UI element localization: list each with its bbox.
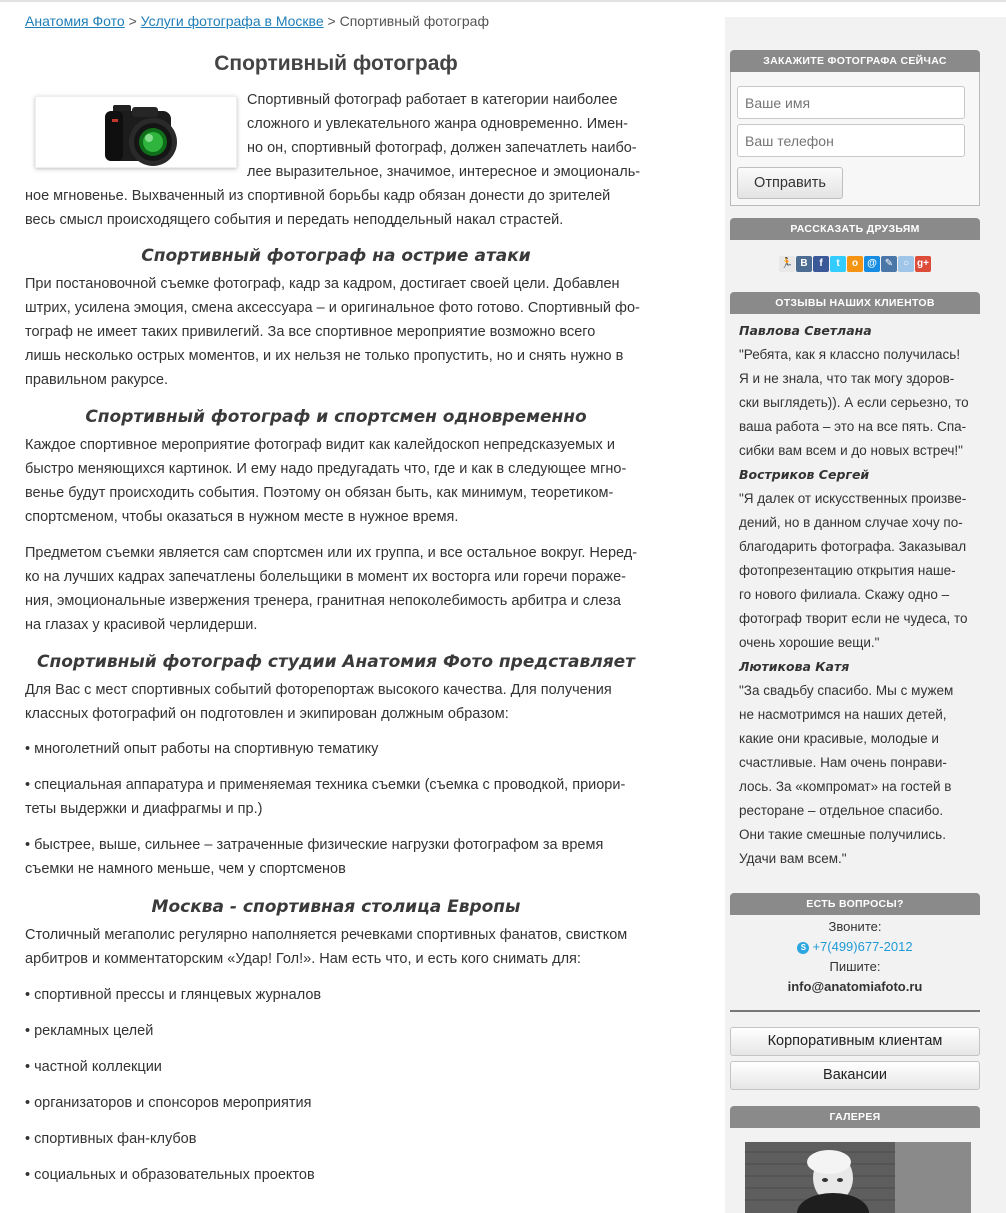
text-line: дений, но в данном случае хочу по- (739, 515, 963, 530)
text-line: арбитров и комментаторским «Удар! Гол!». Нам есть что, и есть кого снимать для: (25, 951, 581, 967)
section-attack (25, 244, 647, 392)
text-line: • спортивных фан-клубов (25, 1131, 197, 1147)
list-item (25, 983, 647, 1007)
text-line: съемки не намного меньше, чем у спортсменов (25, 861, 346, 877)
reviews-list (739, 319, 979, 871)
livejournal-icon[interactable]: ✎ (881, 256, 897, 272)
text-line: не насмотримся на наших детей, (739, 707, 947, 722)
review-item (739, 655, 979, 871)
section-heading: Спортивный фотограф на острие атаки (141, 246, 531, 266)
list-item (25, 1091, 647, 1115)
gallery-photo (745, 1142, 971, 1213)
section-studio (25, 650, 647, 893)
list-item (25, 1019, 647, 1043)
text-line: классных фотографий он подготовлен и экипирован должным образом: (25, 706, 509, 722)
text-line: лее выразительное, значимое, интересное и эмоциональ- (247, 164, 641, 180)
text-line: Столичный мегаполис регулярно наполняется речевками спортивных фанатов, свистком (25, 927, 628, 943)
text-line: • социальных и образовательных проектов (25, 1167, 315, 1183)
text-line: • многолетний опыт работы на спортивную тематику (25, 741, 379, 757)
text-line: Удачи вам всем." (739, 851, 847, 866)
text-line: спортсменом, чтобы оказаться в нужном месте в нужное время. (25, 509, 459, 525)
breadcrumb-section-link[interactable]: Услуги фотографа в Москве (140, 13, 324, 29)
section-heading: Спортивный фотограф студии Анатомия Фото представляет (36, 652, 636, 672)
text-line: ния, эмоциональные извержения тренера, гранитная непоколебимость арбитра и слеза (25, 593, 621, 609)
text-line: благодарить фотографа. Заказывал (739, 539, 967, 554)
review-text (739, 487, 979, 655)
text-line: • быстрее, выше, сильнее – затраченные физические нагрузки фотографом за время (25, 837, 604, 853)
call-label: Звоните: (828, 919, 882, 934)
text-line: Они такие смешные получились. (739, 827, 946, 842)
text-line: • спортивной прессы и глянцевых журналов (25, 987, 322, 1003)
twitter-icon[interactable]: t (830, 256, 846, 272)
text-line: штрих, усилена эмоция, смена аксессуара – и оригинальное фото готово. Спортивный фо- (25, 300, 640, 316)
breadcrumb-home-link[interactable]: Анатомия Фото (25, 13, 125, 29)
list-item (25, 1127, 647, 1151)
text-line: Для Вас с мест спортивных событий фоторепортаж высокого качества. Для получения (25, 682, 612, 698)
text-line: сложного и увлекательного жанра одновременно. Имен- (247, 116, 629, 132)
breadcrumb (25, 13, 665, 29)
list-item (25, 737, 647, 761)
text-line: какие они красивые, молодые и (739, 731, 939, 746)
text-line: "Ребята, как я классно получилась! (739, 347, 961, 362)
text-line: фотограф творит если не чудеса, то (739, 611, 968, 626)
reviews-heading: ОТЗЫВЫ НАШИХ КЛИЕНТОВ (730, 292, 980, 314)
section-paragraph (25, 433, 647, 529)
vacancies-button[interactable]: Вакансии (730, 1061, 980, 1090)
text-line: го нового филиала. Скажу одно – (739, 587, 950, 602)
review-author: Павлова Светлана (739, 323, 872, 338)
camera-image (35, 96, 237, 168)
text-line: на глазах у красивой черлидерши. (25, 617, 258, 633)
intro-block (25, 88, 647, 232)
facebook-icon[interactable]: f (813, 256, 829, 272)
review-item (739, 463, 979, 655)
phone-row (730, 937, 980, 957)
vkontakte-icon[interactable]: В (796, 256, 812, 272)
section-heading: Москва - спортивная столица Европы (151, 897, 521, 917)
section-heading: Спортивный фотограф и спортсмен одновременно (85, 407, 587, 427)
breadcrumb-separator: > (327, 13, 336, 29)
text-line: фотопрезентацию открытия наше- (739, 563, 956, 578)
mail-ru-icon[interactable]: @ (864, 256, 880, 272)
google-plus-icon[interactable]: g+ (915, 256, 931, 272)
share-icons (730, 255, 980, 275)
text-line: правильном ракурсе. (25, 372, 168, 388)
gallery-heading: ГАЛЕРЕЯ (730, 1106, 980, 1128)
list-item (25, 1055, 647, 1079)
text-line: Предметом съемки является сам спортсмен или их группа, и все остальное вокруг. Неред- (25, 545, 638, 561)
text-line: "За свадьбу спасибо. Мы с мужем (739, 683, 954, 698)
phone-link[interactable]: +7(499)677-2012 (812, 939, 913, 954)
contacts-heading: ЕСТЬ ВОПРОСЫ? (730, 893, 980, 915)
text-line: но он, спортивный фотограф, должен запечатлеть наибо- (247, 140, 637, 156)
corporate-clients-button[interactable]: Корпоративным клиентам (730, 1027, 980, 1056)
text-line: тограф не имеет таких привилегий. За все спортивное мероприятие возможно всего (25, 324, 596, 340)
list-item (25, 773, 647, 821)
text-line: теты выдержки и диафрагмы и пр.) (25, 801, 263, 817)
order-heading: ЗАКАЖИТЕ ФОТОГРАФА СЕЙЧАС (730, 50, 980, 72)
section-athlete (25, 405, 647, 637)
text-line: лишь несколько острых моментов, и их нельзя не только пропустить, но и снять нужно в (25, 348, 624, 364)
text-line: Каждое спортивное мероприятие фотограф видит как калейдоскоп непредсказуемых и (25, 437, 615, 453)
sidebar (725, 17, 1006, 1213)
text-line: • частной коллекции (25, 1059, 162, 1075)
text-line: сибки вам всем и до новых встреч!" (739, 443, 963, 458)
text-line: • специальная аппаратура и применяемая техника съемки (съемка с проводкой, приори- (25, 777, 626, 793)
text-line: быстро меняющихся картинок. И ему надо предугадать что, где и как в следующее мгно- (25, 461, 627, 477)
review-text (739, 679, 979, 871)
order-form (730, 72, 980, 206)
moy-krug-icon[interactable]: ○ (898, 256, 914, 272)
write-label: Пишите: (829, 959, 881, 974)
text-line: ресторане – отдельное спасибо. (739, 803, 944, 818)
camera-icon (36, 97, 238, 169)
text-line: счастливые. Нам очень понрави- (739, 755, 947, 770)
name-input[interactable] (737, 86, 965, 119)
section-paragraph (25, 923, 647, 971)
text-line: ко на лучших кадрах запечатлены болельщики в момент их восторга или горечи пораже- (25, 569, 626, 585)
text-line: Спортивный фотограф работает в категории наиболее (247, 92, 618, 108)
breadcrumb-separator: > (128, 13, 137, 29)
text-line: Я и не знала, что так могу здоров- (739, 371, 955, 386)
text-line: При постановочной съемке фотограф, кадр за кадром, достигает своей цели. Добавлен (25, 276, 620, 292)
text-line: весь смысл происходящего события и передать неподдельный накал страстей. (25, 212, 564, 228)
contacts-block (730, 917, 980, 997)
text-line: венье будут происходить события. Поэтому он обязан быть, как минимум, теоретиком- (25, 485, 614, 501)
section-paragraph (25, 678, 647, 726)
section-paragraph (25, 272, 647, 392)
list-item (25, 1163, 647, 1187)
submit-button[interactable]: Отправить (737, 167, 843, 199)
odnoklassniki-icon[interactable]: о (847, 256, 863, 272)
text-line: ски выглядеть)). А если серьезно, то (739, 395, 969, 410)
text-line: ное мгновенье. Выхваченный из спортивной борьбы кадр обязан донести до зрителей (25, 188, 611, 204)
review-item (739, 319, 979, 463)
email-link[interactable]: info@anatomiafoto.ru (787, 979, 923, 994)
text-line: • организаторов и спонсоров мероприятия (25, 1095, 312, 1111)
text-line: • рекламных целей (25, 1023, 154, 1039)
section-moscow (25, 895, 647, 1199)
review-author: Лютикова Катя (739, 659, 850, 674)
review-text (739, 343, 979, 463)
phone-input[interactable] (737, 124, 965, 157)
gallery-image[interactable] (745, 1142, 971, 1213)
surfingbird-icon[interactable]: 🏃 (779, 256, 795, 272)
skype-icon: S (797, 942, 809, 954)
share-heading: РАССКАЗАТЬ ДРУЗЬЯМ (730, 218, 980, 240)
review-author: Востриков Сергей (739, 467, 870, 482)
text-line: очень хорошие вещи." (739, 635, 880, 650)
divider (730, 1010, 980, 1012)
text-line: "Я далек от искусственных произве- (739, 491, 967, 506)
breadcrumb-current: Спортивный фотограф (339, 13, 489, 29)
text-line: ваша работа – это на все пять. Спа- (739, 419, 967, 434)
page-title: Спортивный фотограф (214, 52, 458, 75)
section-paragraph (25, 541, 647, 637)
text-line: лось. За «компромат» на гостей в (739, 779, 952, 794)
top-border (0, 0, 1006, 3)
list-item (25, 833, 647, 881)
